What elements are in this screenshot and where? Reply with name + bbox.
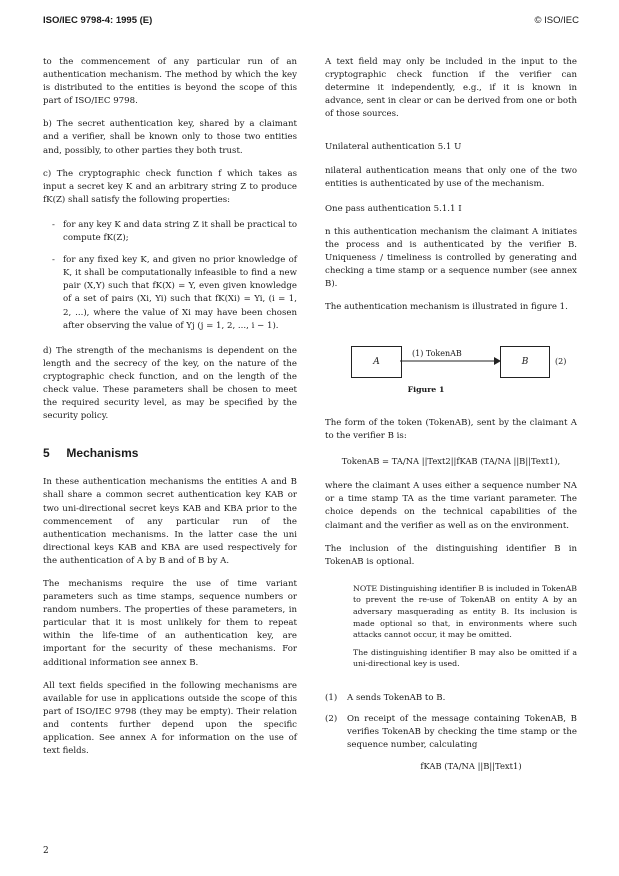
paragraph-strength: d) The strength of the mechanisms is dependent on the length and the secrecy of the key, on the nature of the cryptographic check function, and on the length of the check value. These parameters shall be chosen to meet the required security level, as may be specified by the security policy. xyxy=(43,345,297,422)
token-formula: TokenAB = TA/NA ||Text2||fKAB (TA/NA ||B||Text1), xyxy=(341,456,561,467)
section-number: 5 xyxy=(43,446,50,461)
paragraph-time-variant: The mechanisms require the use of time variant parameters such as time stamps, sequence numbers or random numbers. The properties of these parameters, in particular that it is most unlikely for them to repeat within the life-time of an authentication key, are important for the security of these mechanisms. For additional information see annex B. xyxy=(43,579,297,668)
header-standard-id: ISO/IEC 9798-4: 1995 (E) xyxy=(43,15,153,26)
subheading-unilateral: Unilateral authentication 5.1 U xyxy=(325,142,462,153)
subheading-one-pass: One pass authentication 5.1.1 I xyxy=(325,203,462,214)
paragraph-key-distribution: to the commencement of any particular run of an authentication mechanism. The method by which the key is distributed to the entities is beyond the scope of this part of ISO/IEC 9798. xyxy=(43,57,297,107)
paragraph-figure-ref: The authentication mechanism is illustrated in figure 1. xyxy=(325,302,568,313)
list-item xyxy=(325,713,577,752)
paragraph-secret-key: b) The secret authentication key, shared by a claimant and a verifier, shall be known only to those two entities and, possibly, to other parties they both trust. xyxy=(43,119,297,156)
paragraph-token-form: The form of the token (TokenAB), sent by the claimant A to the verifier B is: xyxy=(325,418,577,442)
entity-a-box xyxy=(351,346,402,378)
paragraph-check-function: c) The cryptographic check function f which takes as input a secret key K and an arbitrary string Z to produce fK(Z) shall satisfy the following properties: xyxy=(43,168,297,205)
note-block xyxy=(353,583,577,670)
step-text: On receipt of the message containing TokenAB, B verifies TokenAB by checking the time stamp or the sequence number, calculating xyxy=(347,714,577,751)
list-item xyxy=(325,692,577,705)
properties-list xyxy=(43,219,297,333)
steps-list xyxy=(325,692,577,752)
entity-b-label: B xyxy=(521,357,529,367)
page-number: 2 xyxy=(43,846,49,856)
figure-caption: Figure 1 xyxy=(407,385,445,394)
paragraph-text-field-inclusion: A text field may only be included in the input to the cryptographic check function if the verifier can determine it independently, e.g., if it is known in advance, sent in clear or can be derived from one or both of those sources. xyxy=(325,57,577,120)
left-column xyxy=(43,56,297,758)
arrow-label: (1) TokenAB xyxy=(412,349,462,358)
list-item: - for any fixed key K, and given no prior knowledge of K, it shall be computationally infeasible to find a new pair (X,Y) such that fK(X) = Y, even given knowledge of a set of pairs (Xi, Yi) such that fK(Xi) = Yi, (i = 1, 2, ...), where the value of Xi may have been chosen after observing the value of Yj (j = 1, 2, ..., i − 1). xyxy=(63,254,297,333)
note-text-2: The distinguishing identifier B may also be omitted if a uni-directional key is used. xyxy=(353,647,577,669)
paragraph-text-fields: All text fields specified in the following mechanisms are available for use in applications outside the scope of this part of ISO/IEC 9798 (they may be empty). Their relation and contents further depend upon the specific application. See annex A for information on the use of text fields. xyxy=(43,680,297,757)
paragraph-unilateral: nilateral authentication means that only one of the two entities is authenticated by use of the mechanism. xyxy=(325,165,577,189)
header-copyright: © ISO/IEC xyxy=(534,15,579,26)
check-formula: fKAB (TA/NA ||B||Text1) xyxy=(420,761,522,772)
section-title: Mechanisms xyxy=(66,446,139,461)
paragraph-time-variant-choice: where the claimant A uses either a sequence number NA or a time stamp TA as the time variant parameter. The choice depends on the technical capabilities of the claimant and the verifier as well as on the environment. xyxy=(325,481,577,531)
step-number: (1) xyxy=(325,693,338,703)
note-text: NOTE Distinguishing identifier B is included in TokenAB to prevent the re-use of TokenAB on entity A by an adversary masquerading as entity B. Its inclusion is made optional so that, in environments where such attacks cannot occur, it may be omitted. xyxy=(353,583,577,640)
step-text: A sends TokenAB to B. xyxy=(347,693,446,703)
paragraph-shared-key: In these authentication mechanisms the entities A and B shall share a common secret authentication key KAB or two uni-directional secret keys KAB and KBA prior to the commencement of any particular run of the authentication mechanisms. In the latter case the uni directional keys KAB and KBA are used respectively for the authentication of A by B and of B by A. xyxy=(43,477,297,566)
list-item: - for any key K and data string Z it shall be practical to compute fK(Z); xyxy=(63,219,297,245)
paragraph-identifier-optional: The inclusion of the distinguishing identifier B in TokenAB is optional. xyxy=(325,543,577,567)
step-number-label: (2) xyxy=(555,357,567,366)
step-number: (2) xyxy=(325,714,338,725)
paragraph-one-pass: n this authentication mechanism the claimant A initiates the process and is authenticated by the verifier B. Uniqueness / timeliness is controlled by generating and checking a time stamp or a sequence number (see annex B). xyxy=(325,226,577,290)
right-column-lower xyxy=(325,417,577,773)
entity-b-box xyxy=(500,346,550,378)
entity-a-label: A xyxy=(373,357,380,367)
right-column xyxy=(325,56,577,314)
section-heading xyxy=(43,447,297,462)
